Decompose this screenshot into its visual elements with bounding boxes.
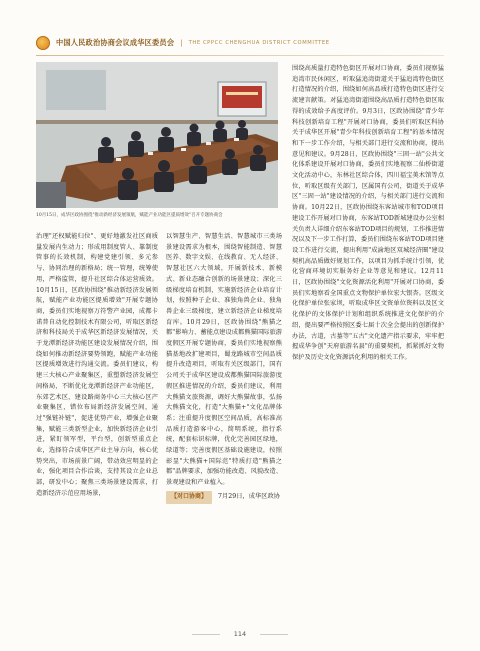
header-title-en: THE CPPCC CHENGHUA DISTRICT COMMITTEE	[188, 40, 330, 46]
photo-caption: 10月15日，成华区政协围绕"推动新经济发展领航，赋能产业功能区提质增效"召开专题协商会	[36, 213, 223, 218]
section-tag-duikou: 【对口协商】	[166, 491, 212, 504]
page-number	[0, 630, 480, 638]
column-1-text: 治理"还权赋能归位"、更好地激发社区商质量发展内生动力；形成用制度管人、靠制度管事的长效机制，构建党建引领、多元参与、协同治理的新格局；统一管理，统筹使用，严格监管，提升社区综合体运营质效。10月15日，区政协围绕"推动新经济发展领航，赋能产业功能区提质增效"开展专题协商，委员们实地视察万符警产业园，成都卡诺普自动化控制技术有限公司，听取区新经济和科技局关于成华区新经济发展情况，关于龙潭新经济功能区建设发展情况介绍，围绕如何推动新经济要势领跑，赋能产业功能区提质增效进行沟通交流。委员们建议，构建三大核心产业聚集区，重塑新经济发展空间格局，不断优化龙潭新经济产业功能区，东郊艺术区，建设路商务中心三大核心区产业聚集区，错位布局新经济发展空间，通过"强链补链"，促进优势产业，增强企业聚集，赋能三类新型企业，加快新经济企业引进，紧盯领军型，平台型，创新型重点企业，选择符合成华区产业主导方向，核心优势突出，市场前景广阔，带动效应明显的企业，强化项目合作洽谈，支持其设立企业总部，研发中心；聚焦三类场景建设需求，打造新经济示范应用场景，	[36, 233, 158, 497]
header-divider	[36, 55, 444, 56]
column-3-text: 围绕高质量打造特色街区开展对口协商，委员们视察猛追湾市民休闲区，听取猛追湾街道关于猛追湾特色街区打造情况的介绍，围绕如何高品质打造特色街区进行交流建言献策。对猛追湾街道围绕高品质打造特色街区取得的成效给予高度评价。9月3日，区政协围绕"青少年科技创新培育工程"开展对口协商，委员们听取区科协关于成华区开展"青少年科技创新培育工程"的基本情况和下一步工作介绍，与相关部门进行交流和协商，提出意见和建议。9月28日，区政协围绕"三固一站"公共文化体系建设开展对口协商，委员们实地视察二仙桥街道文化活动中心，东林社区综合体，四川福宝美术馆等点位，听取区级有关部门，区属国有公司，街道关于成华区"三固一站"建设情况的介绍，与相关部门进行交流和协商。10月22日，区政协围绕东客站城市和TOD项目建设工作开展对口协商，东客站TOD新城建设办公室相关负责人详细介绍东客站TOD项目的规划，工作推进情况以及下一步工作打算，委员们围绕东客站TOD项目建设工作进行交流，提出利用"成渝地区双城经济圈"建设契机高品质做好规划工作，以项目为抓手统计引领，优化营商环境切实服务好企业等意见和建议。12月11日，区政协围绕"文化资源活化利用"开展对口协商，委员们实地察看全国重点文物保护单位宏大银杏。区级文化保护单位张家坝，听取成华区文资单位资料以及区文化保护的文体保护计划和组织系统推进文化保护的介绍，提出要严格按照区委七届十次全会提出的创新保护办法，古道，古墓等"五古"文化遗产指示要求，牢牢把握成华争创"天府旅游名县"的重要契机，抓紧抓好文物保护及历史文化资源活化利用的相关工作。	[292, 65, 444, 361]
header-title-cn: 中国人民政治协商会议成华区委员会	[56, 38, 175, 47]
article-column-1	[36, 232, 158, 500]
section-lead-text: 7月29日，成华区政协	[218, 492, 280, 500]
meeting-photo	[36, 62, 278, 208]
column-2-text: 以智慧生产、智慧生活、智慧城市三类场景建设需求为根本，围绕智能制造、智慧医养、数字文娱、在线教育、无人经济、智慧社区六大领域，开展新技术、新模式、新业态融合创新的场景建设；深化三级梯度培育机制，实施新经济企业培育计划，按照种子企业、准独角兽企业、独角兽企业三级梯度，建立新经济企业梯度培育库。10月29日，区政协围绕"熊猫之都"影响力、蓄能点建设成都熊猫国际旅游度假区开展专题协商，委员们实地视察熊猫基地改扩建项目，蜀龙路城市空间品质提升改造项目，听取有关区级部门，国有公司关于成华区建设成都熊猫国际旅游度假区推进情况的介绍，委员们建议，利用大熊猫文旅资源，调好大熊猫故事，弘扬大熊猫文化，打造"大熊猫+"文化品牌体系；注重提升度假区空间品质，高标准高品质打造游客中心，简明系统，指行系统，配套标识标牌，优化完善园区绿地，绿道等；完善度假区基础设施建设，按照彰显"大熊猫+国际范"特质打造"熊猫之都"品牌要求，加强功能改造、风貌改造、景观建设和产业植入。	[166, 233, 282, 487]
article-column-2	[166, 232, 282, 504]
page-header	[36, 34, 444, 52]
page-number-text: 114	[233, 630, 247, 638]
header-separator: |	[180, 39, 183, 47]
section-heading-row	[166, 491, 282, 504]
article-column-3	[292, 64, 444, 364]
cppcc-emblem-icon	[36, 36, 50, 50]
